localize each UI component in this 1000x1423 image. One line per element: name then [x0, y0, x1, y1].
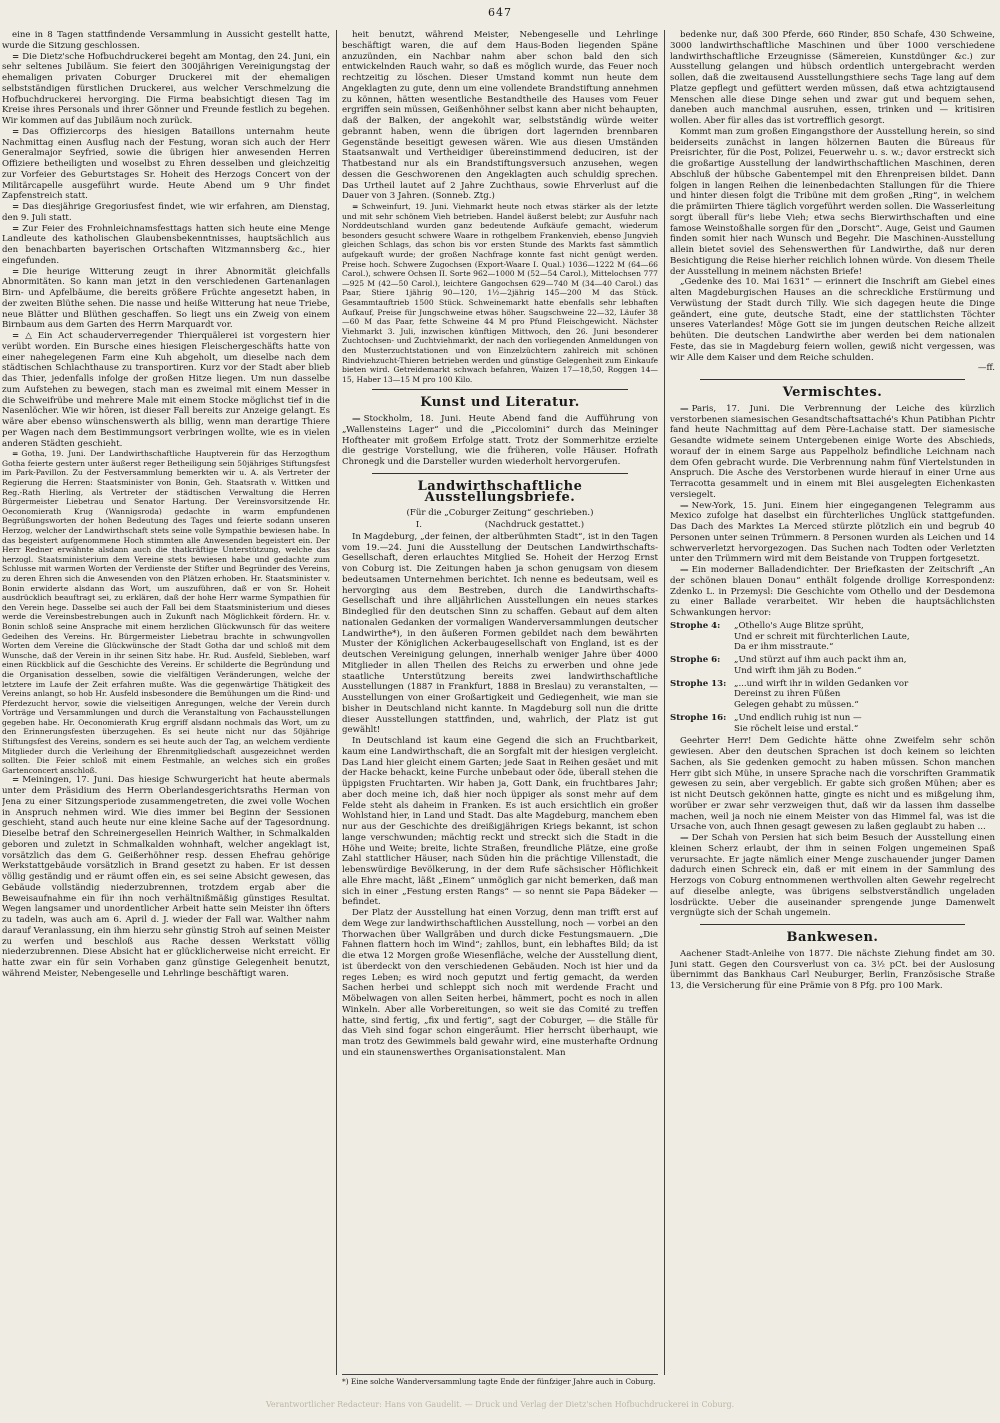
article-paragraph: [342, 414, 658, 468]
article-paragraph: [2, 202, 330, 224]
stanza-label: [670, 642, 734, 653]
item-marker: —: [680, 565, 689, 575]
stanza-label: [670, 724, 734, 735]
article-paragraph: [670, 949, 995, 992]
article-paragraph: [2, 267, 330, 332]
item-marker: —: [680, 500, 689, 511]
article-paragraph: [2, 331, 330, 449]
paragraph-text: Ein moderner Balladendichter. Der Briefkasten der Zeitschrift „An der schönen blauen Donau“ enthält folgende drollige Korrespondenz: Zdenko L. in Przemysl: Die Geschichte vom Othello und der Desdemona zu einer Ballade verarbeitet. Wir heben die hauptsächlichsten Schwankungen hervor:: [670, 565, 995, 618]
section-heading-bankwesen: Bankwesen.: [786, 930, 879, 945]
vermischtes-continued: [670, 736, 995, 919]
stanza-label: Strophe 4:: [670, 620, 721, 631]
paragraph-text: Ein Act schauderverregender Thierquälerei ist vorgestern hier verübt worden. Ein Bursche eines hiesigen Fleischergeschäfts hatte von einer nahegelegenen Farm eine Kuh abgeholt, um dieselbe nach dem städtischen Schlachthause zu transportiren. Kurz vor der Stadt aber blieb das Thier, jedenfalls infolge der großen Hitze liegen. Um nun dasselbe zum Aufstehen zu bewegen, stach man es zweimal mit einem Messer in die Schweifrübe und mehrere Male mit einem Stocke möglichst tief in die Nasenlöcher. Wie wir hören, ist dieser Fall bereits zur Anzeige gelangt. Es wäre aber ebenso wünschenswerth als billig, wenn man derartige Thiere per Wagen nach dem Bestimmungsort verbringen wollte, wie es in vielen anderen Städten geschieht.: [2, 331, 330, 449]
item-marker: =: [12, 266, 20, 277]
stanza-label: [670, 666, 734, 677]
letter-number-row: [342, 520, 658, 531]
item-marker: =: [352, 202, 359, 211]
paragraph-text: Schweinfurt, 19. Juni. Viehmarkt heute noch etwas stärker als der letzte und mit sehr schönem Vieh betrieben. Handel äußerst belebt; zur Ausfuhr nach Norddeutschland wurden ganz bedeutende Aufkäufe gemacht, wiederum besonders gesucht schwere Waare in rothgelbem Frankenvieh, ebenso Jungvieh gleichen Schlags, das schon bis vor ersten Stunde des Markts fast sämmtlich aufgekauft wurde; der großen Nachfrage konnte fast nicht genügt werden. Preise hoch. Schwere Zugochsen (Export-Waare I. Qual.) 1036—1222 M (64—66 Carol.), schwere Ochsen II. Sorte 962—1000 M (52—54 Carol.), Mittelochsen 777—925 M (42—50 Carol.), leichtere Gangochsen 629—740 M (34—40 Carol.) das Paar, Stiere 1jährig 90—120, 1½—2jährig 145—200 M das Stück. Gesammtauftrieb 1500 Stück. Schweinemarkt hatte ebenfalls sehr lebhaften Aufkauf, Preise für Jungschweine etwas höher. Saugschweine 22—32, Läufer 38—60 M das Paar, fette Schweine 44 M pro Pfund Fleischgewicht. Nächster Viehmarkt 3. Juli, inzwischen künftigen Mittwoch, den 26. Juni besonderer Zuchtochsen- und Zuchtviehmarkt, der nach den vorliegenden Anmeldungen von den Musterzuchtstationen und von Einzelzüchtern zahlreich mit schönen Rindviehzucht-Thieren betrieben werden und günstige Gelegenheit zum Einkaufe bieten wird. Getreidemarkt schwach befahren, Waizen 17—18,50, Roggen 14—15, Haber 13—15 M pro 100 Kilo.: [342, 202, 658, 384]
section-heading-kunst: Kunst und Literatur.: [420, 395, 580, 411]
stanza-label: Strophe 6:: [670, 655, 721, 665]
stanza-line: Da er ihm misstraute.“: [734, 642, 834, 653]
stanza-label: [670, 700, 734, 711]
paragraph-text: Der Schah von Persien hat sich beim Besuch der Ausstellung einen kleinen Scherz erlaubt, der ihm in seinen Folgen ungemeinen Spaß verursachte. Er jagte nämlich einer Menge zuschauender junger Damen dadurch einen Schreck ein, daß er mit einem in der Sammlung des Herzogs von Coburg entnommenen werthvollen alten Gewehr regelrecht auf dieselbe anlegte, was übrigens selbstverständlich ungeladen losdrückte. Ueber die auseinander sprengende junge Damenwelt vergnügte sich der Schah ungemein.: [670, 833, 995, 919]
article-paragraph: [670, 277, 995, 363]
paragraph-text: bedenke nur, daß 300 Pferde, 660 Rinder, 850 Schafe, 430 Schweine, 3000 landwirthschaftliche Maschinen und über 1000 verschiedene landwirthschaftliche Erzeugnisse (Sämereien, Kunstdünger &c.) zur Ausstellung gelangen und hübsch ordentlich untergebracht werden sollen, daß die zweitausend Ausstellungsthiere sechs Tage lang auf dem Platze gepflegt und gefüttert werden müssen, daß etwa achtzigtausend Menschen alle diese Dinge sehen und zwar gut und bequem sehen, daneben auch manchmal ausruhen, essen, trinken und — kritisiren wollen. Aber für alles das ist vortrefflich gesorgt.: [670, 30, 995, 126]
stanza-label: Strophe 13:: [670, 678, 727, 689]
article-paragraph: [342, 532, 658, 736]
section-divider: [700, 379, 965, 380]
article-paragraph: [342, 908, 658, 1059]
stanza-label: Strophe 16:: [670, 712, 727, 723]
column-rule: [336, 30, 337, 1375]
paragraph-text: „Gedenke des 10. Mai 1631“ — erinnert die Inschrift am Giebel eines alten Magdeburgischen Hauses an die schreckliche Erstürmung und Verwüstung der Stadt durch Tilly. Wie sich dagegen heute die Dinge geändert, eine gute, deutsche Stadt, eine der stattlichsten Töchter unseres Vaterlandes! Möge Gott sie im jungen deutschen Reiche allzeit behüten. Die deutschen Landwirthe aber werden bei dem nationalen Feste, das sie in Magdeburg feiern wollen, gewiß nicht vergessen, was wir Alle dem Kaiser und dem Reiche schulden.: [670, 277, 995, 363]
ballad-stanzas: [670, 621, 995, 735]
kunst-section: [342, 414, 658, 468]
paragraph-text: Meiningen, 17. Juni. Das hiesige Schwurgericht hat heute abermals unter dem Präsidium des Herrn Oberlandesgerichtsraths Herman von Jena zu einer Sitzungsperiode zusammengetreten, die zwei volle Wochen in Anspruch nehmen wird. Wie dies immer bei Beginn der Sessionen geschieht, stand auch heute nur eine kleine Sache auf der Tagesordnung. Dieselbe betraf den Schreinergesellen Heinrich Walther, in Schmalkalden geboren und zuletzt in Schmalkalden wohnhaft, welcher angeklagt ist, vorsätzlich das dem G. Geißerhöhner resp. dessen Ehefrau gehörige Werkstattgebäude vorsätzlich in Brand gesetzt zu haben. Er ist dessen völlig geständig und er räumt offen ein, es sei seine Absicht gewesen, das Gebäude vollständig niederzubrennen, trotzdem ergab aber die Beweisaufnahme ein für ihn noch verhältnißmäßig günstiges Resultat. Wegen langsamer und unordentlicher Arbeit hatte sein Meister ihn öfters zu tadeln, was auch am 6. April d. J. wieder der Fall war. Walther nahm darauf Veranlassung, ein ihm hierzu sehr günstig Stroh auf seinen Meister zu werfen und beschloß aus Rache dessen Werkstatt völlig niederzubrennen. Diese Absicht hat er glücklicherweise nicht erreicht. Er hatte zwar ein für sein Vorhaben ganz günstige Gelegenheit benutzt, während Meister, Nebengeselle und Lehrlinge beschäftigt waren.: [2, 775, 330, 979]
section-heading-vermischtes: Vermischtes.: [782, 385, 883, 400]
stanza-line: Sie röchelt leise und erstal.“: [734, 723, 859, 734]
item-marker: = △: [12, 331, 35, 341]
item-marker: =: [12, 51, 20, 62]
article-paragraph: [670, 833, 995, 919]
item-marker: =: [12, 449, 19, 459]
landw-section: [342, 532, 658, 1059]
article-paragraph: [2, 52, 330, 127]
article-paragraph: [670, 404, 995, 501]
article-paragraph: [2, 775, 330, 979]
stanza-label: [670, 689, 734, 700]
paragraph-text: Stockholm, 18. Juni. Heute Abend fand die Aufführung von „Wallensteins Lager“ und die „Piccolomini“ durch das Meininger Hoftheater mit großem Erfolge statt. Trotz der Sommerhitze erzielte die gestrige Vorstellung, wie die früheren, volle Häuser. Hofrath Chronegk und die Darsteller wurden wiederholt hervorgerufen.: [342, 414, 658, 468]
article-paragraph: [342, 30, 658, 202]
paragraph-text: heit benutzt, während Meister, Nebengeselle und Lehrlinge beschäftigt waren, die auf dem Haus-Boden liegenden Späne anzuzünden, ein Nachbar nahm aber schon bald den sich entwickelnden Rauch wahr, so daß es möglich wurde, das Feuer noch rechtzeitig zu löschen. Dieser Umstand kommt nun heute dem Angeklagten zu gute, denn um eine vollendete Brandstiftung annehmen zu können, hätten wesentliche Bestandtheile des Hauses vom Feuer ergriffen sein müssen, Geißenhöhner selbst kann aber nicht behaupten, daß der Balken, der angekohlt war, selbstständig würde weiter gebrannt haben, wenn die übrigen dort lagernden brennbaren Gegenstände beseitigt gewesen wären. Wie aus diesen Umständen Staatsanwalt und Vertheidiger übereinstimmend deduciren, ist der Thatbestand nur als ein Brandstiftungsversuch anzusehen, wegen dessen die Geschworenen den Angeklagten auch schuldig sprechen. Das Urtheil lautet auf 2 Jahre Zuchthaus, sowie Ehrverlust auf die Dauer von 3 Jahren. (Sonneb. Ztg.): [342, 30, 658, 202]
stanza-line: „Und stürzt auf ihm auch packt ihm an,: [734, 655, 907, 665]
item-marker: =: [12, 126, 20, 137]
article-paragraph: [670, 736, 995, 833]
paragraph-text: Das diesjährige Gregoriusfest findet, wie wir erfahren, am Dienstag, den 9. Juli statt.: [2, 202, 330, 223]
item-marker: =: [12, 223, 20, 234]
section-subtitle: (Für die „Coburger Zeitung“ geschrieben.): [406, 508, 594, 519]
paragraph-text: Der Platz der Ausstellung hat einen Vorzug, denn man trifft erst auf dem Wege zur landwirthschaftlichen Ausstellung, noch — vorbei an den Thorwachen über Wallgräben und durch dicke Festungsmauern. „Die Fahnen flattern hoch im Wind“; zahllos, bunt, ein lebhaftes Bild; da ist die etwa 12 Morgen große Wiesenfläche, welche der Ausstellung dient, ist überdeckt von den verschiedenen Gebäuden. Noch ist hier und da reges Leben; es wird noch geputzt und fertig gemacht, da werden Sachen herbei und schleppt sich noch mit werdende Fracht und Möbelwagen von allen Seiten herbei, hämmert, pocht es noch in allen Winkeln. Aber alle Vorbereitungen, so weit sie das Comité zu treffen hatte, sind fertig, „fix und fertig“, sagt der Coburger, — die Ställe für das Vieh sind fogar schon eingeräumt. Hier herrscht überhaupt, wie man trotz des Gewimmels bald gewahr wird, eine musterhafte Ordnung und ein staunenswerthes Organisationstalent. Man: [342, 908, 658, 1058]
article-paragraph: [2, 449, 330, 775]
item-marker: —: [680, 833, 689, 843]
paragraph-text: Aachener Stadt-Anleihe von 1877. Die nächste Ziehung findet am 30. Juni statt. Gegen den Coursverlust von ca. 3½ pCt. bei der Auslosung übernimmt das Bankhaus Carl Neuburger, Berlin, Französische Straße 13, die Versicherung für eine Prämie von 8 Pfg. pro 100 Mark.: [670, 948, 995, 991]
stanza-line: „...und wirft ihr in wilden Gedanken vor: [734, 678, 909, 689]
paragraph-text: Geehrter Herr! Dem Gedichte hätte ohne Zweifelm sehr schön gewiesen. Aber den deutschen Sprachen ist doch keinem so leichten Sachen, als Sie gedenken gemocht zu haben müssen. Schon manchen Herr gibt sich Mühe, in unsere Sprache nach die vorschriften Grammatik gewesen zu sein, aber vergeblich. Er gabte sich großen Mühen; aber es ist nicht Deutsch gekönnen hatte, gingte es nicht und es mißgelung ihm, worüber er zwar sehr verzweigen thut, daß wir da lassen ihm dasselbe machen, weil ja noch nie einem Meister von das Himmel fal, was ist die Ursache von, auch Ihnen gesagt gewesen zu laßen geglaubt zu haben ...: [670, 736, 995, 833]
paragraph-text: Das Offiziercorps des hiesigen Bataillons unternahm heute Nachmittag einen Ausflug nach der Festung, woran sich auch der Herr Generalmajor Seyfried, sowie die übrigen hier anwesenden Herren Offiziere betheiligten und woselbst zu Ehren desselben und gleichzeitig zur Vorfeier des Geburtstages Sr. Hoheit des Herzogs Concert von der Militärcapelle ausgeführt wurde. Heute Abend um 9 Uhr findet Zapfenstreich statt.: [2, 126, 330, 202]
stanza-line: „Othello's Auge Blitze sprüht,: [734, 620, 864, 631]
market-reports: [342, 30, 658, 384]
article-paragraph: [670, 565, 995, 619]
paragraph-text: New-York, 15. Juni. Einem hier eingegangenen Telegramm aus Mexico zufolge hat daselbst ein fürchterliches Unglück stattgefunden. Das Dach des Marktes La Merced stürzte plötzlich ein und begrub 40 Personen unter seinen Trümmern. 8 Personen wurden als Leichen und 14 schwerverletzt hervorgezogen. Das Suchen nach Todten oder Verletzten unter den Trümmern wird mit dem Beistande von Truppen fortgesetzt.: [670, 500, 995, 565]
item-marker: —: [680, 403, 689, 414]
author-sign: —ff.: [977, 363, 995, 374]
stanza-line: Und er schreit mit fürchterlichen Laute,: [734, 631, 910, 642]
section-divider: [372, 473, 628, 474]
article-paragraph: [342, 202, 658, 384]
vermischtes-section: [670, 404, 995, 619]
article-paragraph: [2, 127, 330, 202]
exhibition-letter-continued: [670, 30, 995, 363]
page-number: 647: [488, 6, 512, 19]
stanza: [670, 679, 995, 711]
paragraph-text: Zur Feier des Frohnleichnamsfesttags hatten sich heute eine Menge Landleute des katholischen Glaubensbekenntnisses, hauptsächlich aus den benachbarten bayerischen Ortschaften Witzmannsberg &c., hier eingefunden.: [2, 223, 330, 266]
stanza-line: Gelegen gehabt zu müssen.“: [734, 700, 859, 710]
paragraph-text: Die heurige Witterung zeugt in ihrer Abnormität gleichfalls Abnormitäten. So kann man jetzt in den verschiedenen Gartenanlagen Birn- und Apfelbäume, die bereits größere Früchte angesetzt haben, in der zweiten Blüthe sehen. Die nasse und heiße Witterung hat neue Triebe, neue Blätter und Blüthen geschaffen. So liegt uns ein Zweig von einem Birnbaum aus dem Garten des Herrn Marquardt vor.: [2, 266, 330, 331]
paragraph-text: Gotha, 19. Juni. Der Landwirthschaftliche Hauptverein für das Herzogthum Gotha feierte gestern unter äußerst reger Betheiligung sein 50jähriges Stiftungsfest im Park-Pavillon. Zu der Festversammlung bemerkten wir u. A. als Vertreter der Regierung die Herren: Staatsminister von Bonin, Geh. Staatsrath v. Wittken und Reg.-Rath Hierling, als Vertreter der städtischen Verwaltung die Herren Bürgermeister Liebetrau und Senator Hartung. Der Vereinsvorsitzende Hr. Oeconomierath Krug (Wannigsroda) gedachte in warm empfundenen Begrüßungsworten der hohen Bedeutung des Tages und feierte sodann unseren Herzog, welcher der Landwirthschaft stets seine volle Sympathie bewiesen habe. In das begeistert aufgenommene Hoch stimmten alle Anwesenden begeistert ein. Der Herr Redner erwähnte alsdann auch die thatkräftige Unterstützung, welche das herzogl. Staatsministerium dem Vereine stets bewiesen habe und gedachte zum Schlusse mit warmen Worten der Verdienste der Stifter und Begründer des Vereins, zu deren Ehren sich die Anwesenden von den Plätzen erhoben. Hr. Staatsminister v. Bonin erwiderte alsdann das Wort, um auszuführen, daß er von Sr. Hoheit ausdrücklich beauftragt sei, zu erklären, daß der hohe Herr warme Sympathien für den Verein hege. Dasselbe sei auch der Fall bei dem Staatsministerium und dieses werde die Vereinsbestrebungen auch in Zukunft nach Möglichkeit fördern. Hr. v. Bonin schloß seine Ansprache mit einem herzlichen Glückwunsch für das weitere Gedeihen des Vereins. Hr. Bürgermeister Liebetrau brachte in schwungvollen Worten dem Vereine die Glückwünsche der Stadt Gotha dar und schloß mit dem Wunsche, daß der Verein in ihr seinen Sitz habe. Hr. Rud. Ausfeld, Siebleben, warf einen Rückblick auf die Geschichte des Vereins. Er schilderte die Begründung und die Organisation desselben, sowie die vielfältigen Veränderungen, welche der letztere im Laufe der Zeit erfahren mußte. Was die gegenwärtige Thätigkeit des Vereins anlangt, so hob Hr. Ausfeld insbesondere die Bemühungen um die Rind- und Pferdezucht hervor, sowie die vielseitigen Anregungen, welche der Verein durch Vorträge und Versammlungen und durch die Veranstaltung von Fachausstellungen gegeben habe. Hr. Oeconomierath Krug ergriff alsdann nochmals das Wort, um zu den Erinnerungsfesten überzugehen. Es sei heute nicht nur das 50jährige Stiftungsfest des Vereins, sondern es sei heute auch der Tag, an welchem verdiente Mitglieder durch die Verleihung der Ehrenmitgliedschaft ausgezeichnet werden sollten. Die Feier schloß mit einem Festmahle, an welches sich ein großes Gartenconcert anschloß.: [2, 449, 330, 775]
bankwesen-section: [670, 949, 995, 992]
stanza-line: Dereinst zu ihren Füßen: [734, 689, 841, 700]
section-heading-landw: Landwirthschaftliche Ausstellungsbriefe.: [417, 478, 583, 505]
item-marker: =: [12, 775, 20, 786]
column-3: [670, 30, 995, 1395]
article-paragraph: [2, 30, 330, 52]
column-1: [2, 30, 330, 1395]
column-rule: [664, 30, 665, 1375]
article-paragraph: [670, 501, 995, 566]
column-2: [342, 30, 658, 1370]
section-divider: [372, 389, 628, 390]
section-divider: [700, 924, 965, 925]
item-marker: —: [352, 414, 361, 425]
article-paragraph: [670, 30, 995, 127]
paragraph-text: In Magdeburg, „der feinen, der altberühmten Stadt“, ist in den Tagen vom 19.—24. Juni die Ausstellung der Deutschen Landwirthschafts-Gesellschaft, deren erlauchtes Mitglied Se. Hoheit der Herzog Ernst von Coburg ist. Die Zeitungen haben ja schon genugsam von diesem bedeutsamen Unternehmen berichtet. Ich nenne es bedeutsam, weil es hervorging aus dem Bestreben, durch die Landwirthschafts-Gesellschaft und ihre alljährlichen Ausstellungen ein neues starkes Bindeglied für den deutschen Sinn zu schaffen. Gebaut auf dem alten nationalen Gedanken der vormaligen Wanderversammlungen deutscher Landwirthe*), in den äußeren Formen gebildet nach dem bewährten Muster der Königlichen Ackerbaugesellschaft von England, ist es der deutschen Vereinigung gelungen, innerhalb weniger Jahre über 4000 Mitglieder in allen Theilen des Reichs zu erwerben und ohne jede staatliche Unterstützung bereits zwei landwirthschaftliche Ausstellungen (1887 in Frankfurt, 1888 in Breslau) zu veranstalten, — Ausstellungen von einer Großartigkeit und Gediegenheit, wie man sie bisher in Deutschland nicht kannte. In Magdeburg soll nun die dritte dieser Ausstellungen stattfinden, und, wahrlich, der Platz ist gut gewählt!: [342, 531, 658, 736]
stanza-line: „Und endlich ruhig ist nun —: [734, 712, 862, 723]
stanza: [670, 621, 995, 653]
letter-numeral: I.: [415, 520, 423, 531]
article-paragraph: [670, 127, 995, 278]
stanza-line: Und wirft ihm jäh zu Boden.“: [734, 665, 862, 676]
article-paragraph: [342, 736, 658, 908]
paragraph-text: Paris, 17. Juni. Die Verbrennung der Leiche des kürzlich verstorbenen siamesischen Gesandtschaftsattaché's Khun Patibhan Pichtr fand heute Nachmittag auf dem Père-Lachaise statt. Der siamesische Gesandte widmete seinem Untergebenen einige Worte des Abschieds, worauf der in einem Sarge aus Pappelholz befindliche Leichnam nach dem Ofen gebracht wurde. Die Verbrennung nahm fünf Viertelstunden in Anspruch. Die Asche des Verstorbenen wurde hierauf in einer Urne aus Terracotta gesammelt und in einem mit Blei ausgelegten Eichenkasten versiegelt.: [670, 403, 995, 500]
bleed-through-imprint: Verantwortlicher Redacteur: Hans von Gaudelit. — Druck und Verlag der Dietz'schen Hofbuchdruckerei in Coburg.: [265, 1400, 735, 1409]
stanza-label: [670, 632, 734, 643]
paragraph-text: In Deutschland ist kaum eine Gegend die sich an Fruchtbarkeit, kaum eine Landwirthschaft, die an Sorgfalt mit der hiesigen vergleicht. Das Land hier gleicht einem Garten; jede Saat in Reihen gesäet und mit der Hacke behackt, keine Furche unbebaut oder öde, überall stehen die üppigsten Fruchtarten. Wir haben ja, Gott Dank, ein fruchtbares Jahr; aber doch meine ich, daß hier noch üppiger als sonst mehr auf dem Felde steht als daheim in Franken. Es ist auch ersichtlich ein großer Wohlstand hier, in Land und Stadt. Das alte Magdeburg, manchem eben nur aus der Geschichte des dreißigjährigen Kriegs bekannt, ist schon lange verschwunden; mächtig reckt und streckt sich die Stadt in die Höhe und Weite; breite, lichte Straßen, freundliche Plätze, eine große Zahl stattlicher Häuser, nach Süden hin die prächtige Villenstadt, die lebenswürdige Bevölkerung, in der dem Rufe sächsischer Höflichkeit alle Ehre macht, läßt „Einem“ unmöglich gar nicht bemerken, daß man sich in einer „Festung ersten Rangs“ — so nennt sie Papa Bädeker — befindet.: [342, 736, 658, 908]
paragraph-text: Die Dietz'sche Hofbuchdruckerei begeht am Montag, den 24. Juni, ein sehr seltenes Jubiläum. Sie feiert den 300jährigen Vereinigungstag der ehemaligen privaten Coburger Druckerei mit der ehemaligen selbstständigen fürstlichen Druckerei, aus welcher Verschmelzung die Hofbuchdruckerei hervorging. Die Firma beabsichtigt diesen Tag im Kreise ihres Personals und ihrer Gönner und Freunde festlich zu begehen. Wir kommen auf das Jubiläum noch zurück.: [2, 51, 330, 126]
article-paragraph: [2, 224, 330, 267]
reprint-note: (Nachdruck gestattet.): [484, 520, 585, 531]
paragraph-text: eine in 8 Tagen stattfindende Versammlung in Aussicht gestellt hatte, wurde die Sitzung geschlossen.: [2, 30, 330, 51]
paragraph-text: Kommt man zum großen Eingangsthore der Ausstellung herein, so sind beiderseits zunächst in langen hölzernen Bauten die Büreaus für Preisrichter, für die Post, Polizei, Feuerwehr u. s. w.; davor erstreckt sich die großartige Ausstellung der landwirthschaftlichen Maschinen, deren Abschluß der hübsche Gabentempel mit den Ehrenpreisen bildet. Dann folgen in langen Reihen die leinenbedachten Stallungen für die Thiere und hinter diesen folgt die Tribüne mit dem großen „Ring“, in welchem die prämiirten Thiere täglich vorgeführt werden sollen. Die Wasserleitung sorgt überall für's liebe Vieh; etwa sechs Bierwirthschaften und eine famose Weinstoßhalle sorgen für den „Dorscht“. Auge, Geist und Gaumen finden somit hier nach Wunsch und Begehr. Die Maschinen-Ausstellung allein bietet soviel des Sehenswerthen für Landwirthe, daß nur deren Besichtigung die Reise hierher reichlich lohnen würde. Von diesem Theile der Ausstellung in meinem nächsten Briefe!: [670, 126, 995, 277]
stanza: [670, 655, 995, 677]
item-marker: =: [12, 202, 20, 212]
footnote: *) Eine solche Wanderversammlung tagte Ende der fünfziger Jahre auch in Coburg.: [342, 1374, 658, 1386]
stanza: [670, 713, 995, 735]
